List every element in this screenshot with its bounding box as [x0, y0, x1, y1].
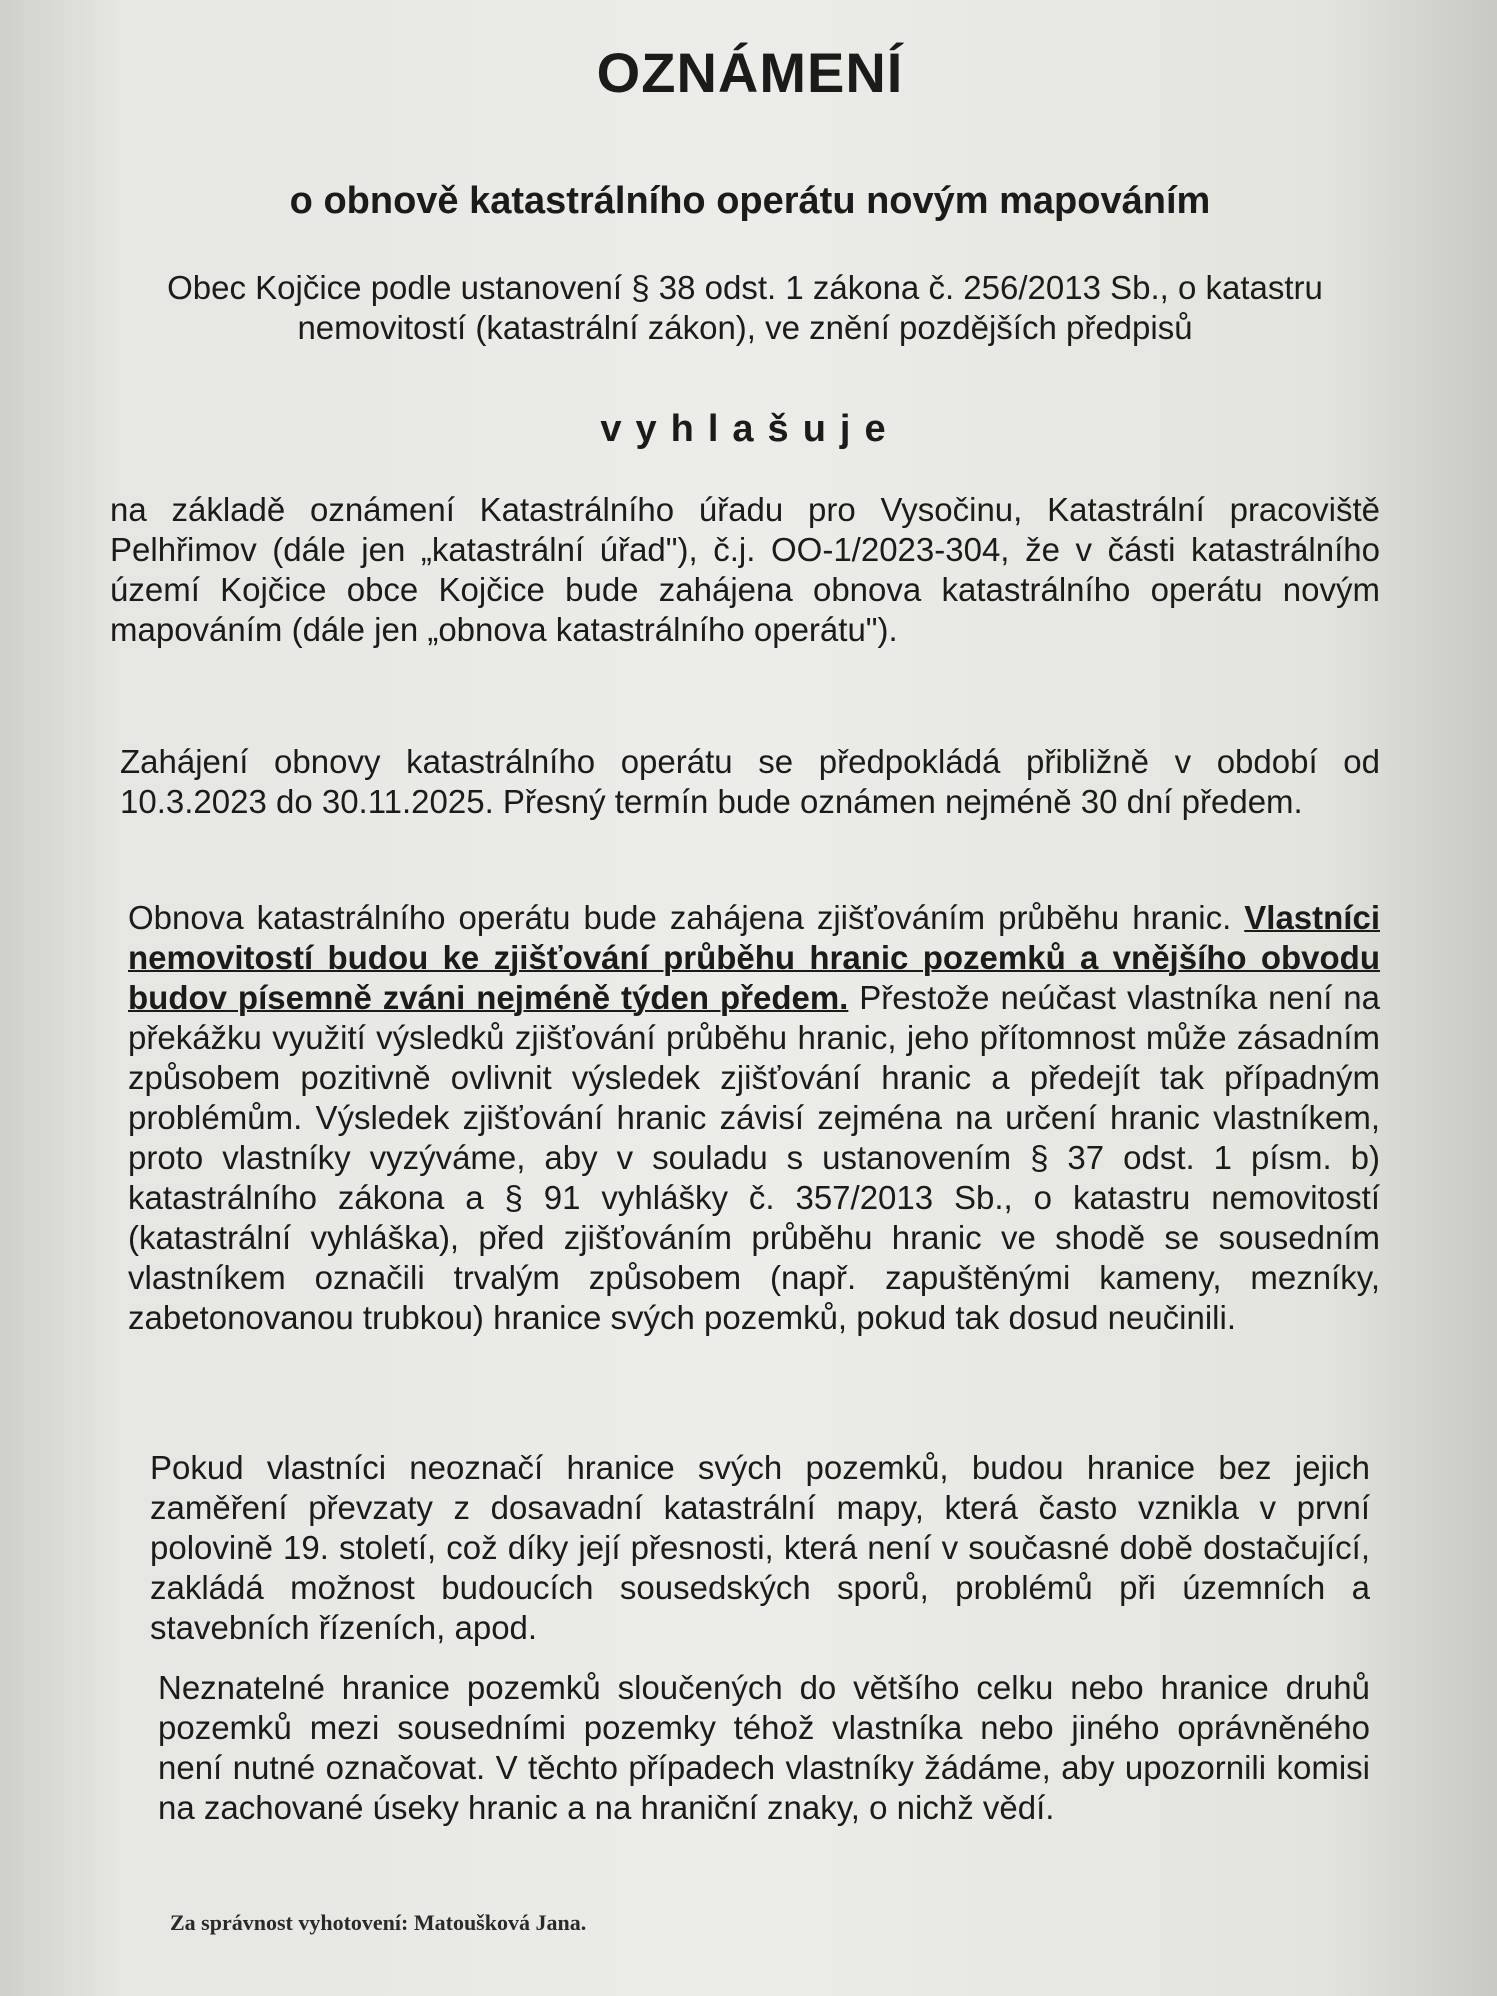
- paragraph-indistinct-boundaries: Neznatelné hranice pozemků sloučených do většího celku nebo hranice druhů pozemků mezi sousedními pozemky téhož vlastníka nebo jiného oprávněného není nutné označovat. V těchto případech vlastníky žádáme, aby upozornili komisi na zachované úseky hranic a na hraniční znaky, o nichž vědí.: [158, 1669, 1370, 1826]
- paragraph-boundaries-rest: Přestože neúčast vlastníka není na překážku využití výsledků zjišťování průběhu hranic, jeho přítomnost může zásadním způsobem pozitivně ovlivnit výsledek zjišťování hranic a předejít tak případným problémům. Výsledek zjišťování hranic závisí zejména na určení hranic vlastníkem, proto vlastníky vyzýváme, aby v souladu s ustanovením § 37 odst. 1 písm. b) katastrálního zákona a § 91 vyhlášky č. 357/2013 Sb., o katastru nemovitostí (katastrální vyhláška), před zjišťováním průběhu hranic ve shodě se sousedním vlastníkem označili trvalým způsobem (např. zapuštěnými kameny, mezníky, zabetonovanou trubkou) hranice svých pozemků, pokud tak dosud neučinili.: [128, 979, 1381, 1336]
- document-subtitle: o obnově katastrálního operátu novým mapováním: [289, 180, 1211, 222]
- paragraph-announcement: na základě oznámení Katastrálního úřadu pro Vysočinu, Katastrální pracoviště Pelhřimov (dále jen „katastrální úřad"), č.j. OO-1/2023-304, že v části katastrálního území Kojčice obce Kojčice bude zahájena obnova katastrálního operátu novým mapováním (dále jen „obnova katastrálního operátu").: [110, 491, 1380, 648]
- paragraph-schedule: Zahájení obnovy katastrálního operátu se předpokládá přibližně v období od 10.3.2023 do 30.11.2025. Přesný termín bude oznámen nejméně 30 dní předem.: [120, 743, 1380, 820]
- document-page: [60, 20, 1440, 1970]
- paragraph-consequences: Pokud vlastníci neoznačí hranice svých pozemků, budou hranice bez jejich zaměření převzaty z dosavadní katastrální mapy, která často vznikla v první polovině 19. století, což díky její přesnosti, která není v současné době dostačující, zakládá možnost budoucích sousedských sporů, problémů při územních a stavebních řízeních, apod.: [150, 1449, 1370, 1646]
- document-title: OZNÁMENÍ: [596, 41, 904, 104]
- declaration-heading: vyhlašuje: [600, 408, 900, 450]
- paragraph-boundaries-start: Obnova katastrálního operátu bude zahájena zjišťováním průběhu hranic.: [128, 899, 1245, 936]
- signature-line: Za správnost vyhotovení: Matoušková Jana.: [170, 1910, 587, 1935]
- intro-paragraph: Obec Kojčice podle ustanovení § 38 odst. 1 zákona č. 256/2013 Sb., o katastru nemovitostí (katastrální zákon), ve znění pozdějších předpisů: [167, 269, 1323, 346]
- paragraph-boundaries-emphasis: Vlastníci nemovitostí budou ke zjišťování průběhu hranic pozemků a vnějšího obvodu budov písemně zváni nejméně týden předem.: [128, 899, 1380, 1016]
- paragraph-boundaries: [128, 898, 1380, 1338]
